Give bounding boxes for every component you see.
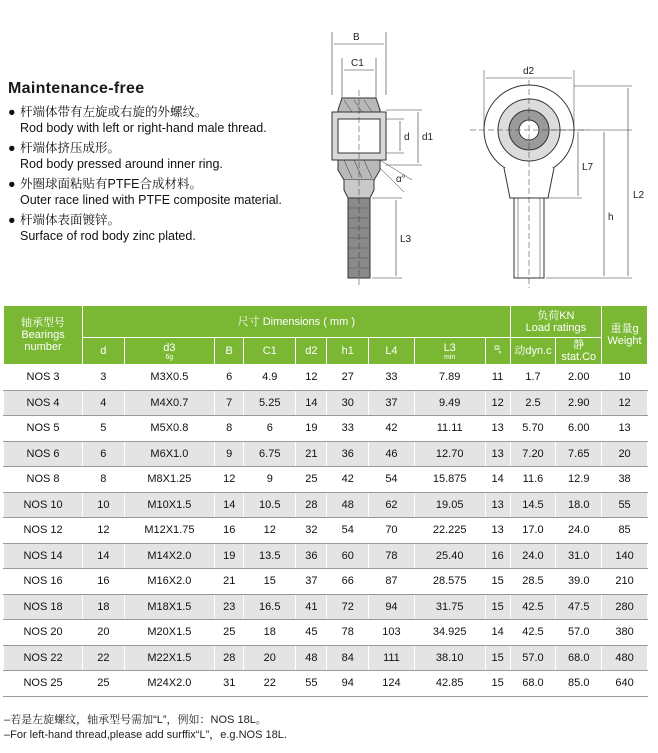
cell-L3: 12.70 bbox=[414, 441, 485, 467]
cell-d3: M14X2.0 bbox=[124, 543, 215, 569]
cell-d3: M5X0.8 bbox=[124, 416, 215, 442]
table-row bbox=[4, 467, 648, 493]
cell-model: NOS 18 bbox=[4, 594, 83, 620]
cell-B: 21 bbox=[215, 569, 244, 595]
section-title: Maintenance-free bbox=[8, 80, 145, 97]
feature-cn: 杆端体表面镀锌。 bbox=[20, 213, 121, 227]
cell-h1: 72 bbox=[327, 594, 369, 620]
header-weight: 重量g Weight bbox=[602, 306, 648, 365]
cell-C1: 4.9 bbox=[244, 365, 296, 391]
cell-B: 8 bbox=[215, 416, 244, 442]
cell-dyn: 2.5 bbox=[510, 390, 556, 416]
cell-d3: M20X1.5 bbox=[124, 620, 215, 646]
cell-stat: 39.0 bbox=[556, 569, 602, 595]
svg-text:L7: L7 bbox=[582, 162, 594, 173]
feature-item bbox=[8, 140, 338, 172]
side-view-drawing bbox=[332, 32, 422, 285]
cell-L3: 42.85 bbox=[414, 671, 485, 697]
feature-en: Outer race lined with PTFE composite material. bbox=[20, 193, 282, 207]
col-L3: L3 min bbox=[414, 338, 485, 365]
cell-stat: 2.90 bbox=[556, 390, 602, 416]
cell-stat: 47.5 bbox=[556, 594, 602, 620]
cell-dyn: 68.0 bbox=[510, 671, 556, 697]
cell-L3: 19.05 bbox=[414, 492, 485, 518]
feature-list bbox=[8, 104, 338, 248]
cell-alpha: 13 bbox=[485, 518, 510, 544]
cell-B: 28 bbox=[215, 645, 244, 671]
cell-dyn: 42.5 bbox=[510, 620, 556, 646]
cell-model: NOS 22 bbox=[4, 645, 83, 671]
cell-stat: 24.0 bbox=[556, 518, 602, 544]
feature-cn: 杆端体带有左旋或右旋的外螺纹。 bbox=[20, 105, 208, 119]
cell-L4: 87 bbox=[369, 569, 415, 595]
cell-L3: 11.11 bbox=[414, 416, 485, 442]
cell-B: 23 bbox=[215, 594, 244, 620]
cell-L4: 37 bbox=[369, 390, 415, 416]
svg-text:h: h bbox=[608, 212, 614, 223]
table-row bbox=[4, 518, 648, 544]
cell-d2: 37 bbox=[296, 569, 327, 595]
footnote-cn: –若是左旋螺纹，轴承型号需加“L”，例如：NOS 18L。 bbox=[4, 714, 267, 726]
cell-d: 3 bbox=[83, 365, 125, 391]
cell-L3: 15.875 bbox=[414, 467, 485, 493]
table-row bbox=[4, 543, 648, 569]
cell-model: NOS 4 bbox=[4, 390, 83, 416]
cell-C1: 20 bbox=[244, 645, 296, 671]
cell-model: NOS 25 bbox=[4, 671, 83, 697]
cell-C1: 9 bbox=[244, 467, 296, 493]
cell-dyn: 24.0 bbox=[510, 543, 556, 569]
feature-en: Surface of rod body zinc plated. bbox=[20, 229, 196, 243]
svg-text:d2: d2 bbox=[523, 66, 535, 77]
cell-weight: 13 bbox=[602, 416, 648, 442]
cell-h1: 30 bbox=[327, 390, 369, 416]
cell-d3: M4X0.7 bbox=[124, 390, 215, 416]
cell-model: NOS 8 bbox=[4, 467, 83, 493]
cell-d3: M24X2.0 bbox=[124, 671, 215, 697]
cell-model: NOS 14 bbox=[4, 543, 83, 569]
table-row bbox=[4, 365, 648, 391]
cell-dyn: 57.0 bbox=[510, 645, 556, 671]
cell-B: 16 bbox=[215, 518, 244, 544]
cell-L4: 46 bbox=[369, 441, 415, 467]
bullet-icon: ● bbox=[8, 141, 16, 155]
cell-L3: 31.75 bbox=[414, 594, 485, 620]
cell-C1: 12 bbox=[244, 518, 296, 544]
cell-dyn: 11.6 bbox=[510, 467, 556, 493]
cell-h1: 36 bbox=[327, 441, 369, 467]
cell-h1: 42 bbox=[327, 467, 369, 493]
table-body bbox=[4, 365, 648, 697]
cell-h1: 33 bbox=[327, 416, 369, 442]
col-C1: C1 bbox=[244, 338, 296, 365]
feature-cn: 杆端体挤压成形。 bbox=[20, 141, 121, 155]
cell-d3: M3X0.5 bbox=[124, 365, 215, 391]
cell-C1: 6.75 bbox=[244, 441, 296, 467]
cell-L4: 94 bbox=[369, 594, 415, 620]
cell-L3: 7.89 bbox=[414, 365, 485, 391]
footnotes bbox=[4, 713, 287, 743]
cell-d3: M22X1.5 bbox=[124, 645, 215, 671]
cell-d3: M6X1.0 bbox=[124, 441, 215, 467]
cell-stat: 12.9 bbox=[556, 467, 602, 493]
cell-d: 5 bbox=[83, 416, 125, 442]
cell-L3: 34.925 bbox=[414, 620, 485, 646]
cell-d: 20 bbox=[83, 620, 125, 646]
cell-L3: 28.575 bbox=[414, 569, 485, 595]
table-row bbox=[4, 594, 648, 620]
cell-L4: 70 bbox=[369, 518, 415, 544]
cell-C1: 10.5 bbox=[244, 492, 296, 518]
cell-weight: 10 bbox=[602, 365, 648, 391]
table-row bbox=[4, 492, 648, 518]
cell-weight: 140 bbox=[602, 543, 648, 569]
cell-model: NOS 3 bbox=[4, 365, 83, 391]
cell-d: 16 bbox=[83, 569, 125, 595]
cell-alpha: 12 bbox=[485, 390, 510, 416]
cell-alpha: 15 bbox=[485, 594, 510, 620]
footnote-en: –For left-hand thread,please add surffix“L”，e.g.NOS 18L. bbox=[4, 729, 287, 741]
cell-d2: 41 bbox=[296, 594, 327, 620]
col-dyn: 动dyn.c bbox=[510, 338, 556, 365]
feature-item bbox=[8, 212, 338, 244]
front-view-drawing bbox=[470, 70, 632, 288]
cell-h1: 54 bbox=[327, 518, 369, 544]
cell-L3: 22.225 bbox=[414, 518, 485, 544]
col-alpha: α° bbox=[485, 338, 510, 365]
cell-C1: 22 bbox=[244, 671, 296, 697]
svg-text:C1: C1 bbox=[351, 58, 364, 69]
table-row bbox=[4, 390, 648, 416]
cell-stat: 18.0 bbox=[556, 492, 602, 518]
cell-d2: 28 bbox=[296, 492, 327, 518]
cell-d: 10 bbox=[83, 492, 125, 518]
bullet-icon: ● bbox=[8, 105, 16, 119]
cell-B: 6 bbox=[215, 365, 244, 391]
header-model: 轴承型号 Bearings number bbox=[4, 306, 83, 365]
cell-d3: M12X1.75 bbox=[124, 518, 215, 544]
cell-model: NOS 10 bbox=[4, 492, 83, 518]
cell-alpha: 13 bbox=[485, 441, 510, 467]
bullet-icon: ● bbox=[8, 213, 16, 227]
cell-C1: 18 bbox=[244, 620, 296, 646]
col-L4: L4 bbox=[369, 338, 415, 365]
cell-h1: 60 bbox=[327, 543, 369, 569]
cell-C1: 16.5 bbox=[244, 594, 296, 620]
feature-en: Rod body pressed around inner ring. bbox=[20, 157, 223, 171]
cell-d: 12 bbox=[83, 518, 125, 544]
cell-B: 7 bbox=[215, 390, 244, 416]
cell-alpha: 14 bbox=[485, 620, 510, 646]
feature-cn: 外圈球面粘贴有PTFE合成材料。 bbox=[20, 177, 202, 191]
cell-model: NOS 12 bbox=[4, 518, 83, 544]
cell-d2: 12 bbox=[296, 365, 327, 391]
cell-h1: 66 bbox=[327, 569, 369, 595]
cell-model: NOS 20 bbox=[4, 620, 83, 646]
cell-d3: M16X2.0 bbox=[124, 569, 215, 595]
cell-d2: 45 bbox=[296, 620, 327, 646]
cell-d2: 48 bbox=[296, 645, 327, 671]
cell-C1: 6 bbox=[244, 416, 296, 442]
cell-stat: 6.00 bbox=[556, 416, 602, 442]
cell-L3: 38.10 bbox=[414, 645, 485, 671]
table-row bbox=[4, 569, 648, 595]
cell-L4: 62 bbox=[369, 492, 415, 518]
cell-stat: 7.65 bbox=[556, 441, 602, 467]
cell-alpha: 13 bbox=[485, 492, 510, 518]
cell-d2: 14 bbox=[296, 390, 327, 416]
cell-model: NOS 16 bbox=[4, 569, 83, 595]
cell-d3: M10X1.5 bbox=[124, 492, 215, 518]
svg-text:α°: α° bbox=[396, 174, 406, 185]
header-load: 负荷KN Load ratings bbox=[510, 306, 602, 338]
cell-d: 4 bbox=[83, 390, 125, 416]
cell-weight: 20 bbox=[602, 441, 648, 467]
cell-d2: 19 bbox=[296, 416, 327, 442]
cell-d: 22 bbox=[83, 645, 125, 671]
table-row bbox=[4, 416, 648, 442]
cell-alpha: 15 bbox=[485, 645, 510, 671]
cell-weight: 85 bbox=[602, 518, 648, 544]
cell-dyn: 5.70 bbox=[510, 416, 556, 442]
cell-B: 25 bbox=[215, 620, 244, 646]
cell-L3: 25.40 bbox=[414, 543, 485, 569]
cell-L4: 42 bbox=[369, 416, 415, 442]
cell-stat: 68.0 bbox=[556, 645, 602, 671]
cell-model: NOS 6 bbox=[4, 441, 83, 467]
cell-dyn: 28.5 bbox=[510, 569, 556, 595]
cell-C1: 5.25 bbox=[244, 390, 296, 416]
cell-stat: 57.0 bbox=[556, 620, 602, 646]
bullet-icon: ● bbox=[8, 177, 16, 191]
cell-alpha: 11 bbox=[485, 365, 510, 391]
cell-C1: 15 bbox=[244, 569, 296, 595]
cell-alpha: 16 bbox=[485, 543, 510, 569]
cell-d2: 55 bbox=[296, 671, 327, 697]
cell-weight: 480 bbox=[602, 645, 648, 671]
cell-d2: 21 bbox=[296, 441, 327, 467]
cell-d: 25 bbox=[83, 671, 125, 697]
col-d2: d2 bbox=[296, 338, 327, 365]
cell-weight: 280 bbox=[602, 594, 648, 620]
cell-weight: 210 bbox=[602, 569, 648, 595]
cell-L3: 9.49 bbox=[414, 390, 485, 416]
cell-weight: 380 bbox=[602, 620, 648, 646]
cell-stat: 31.0 bbox=[556, 543, 602, 569]
cell-L4: 103 bbox=[369, 620, 415, 646]
svg-text:L3: L3 bbox=[400, 234, 412, 245]
cell-stat: 2.00 bbox=[556, 365, 602, 391]
cell-C1: 13.5 bbox=[244, 543, 296, 569]
cell-L4: 124 bbox=[369, 671, 415, 697]
cell-alpha: 15 bbox=[485, 569, 510, 595]
cell-dyn: 1.7 bbox=[510, 365, 556, 391]
svg-text:B: B bbox=[353, 32, 360, 43]
feature-en: Rod body with left or right-hand male thread. bbox=[20, 121, 267, 135]
cell-L4: 111 bbox=[369, 645, 415, 671]
cell-B: 19 bbox=[215, 543, 244, 569]
cell-d3: M8X1.25 bbox=[124, 467, 215, 493]
col-d: d bbox=[83, 338, 125, 365]
cell-d2: 25 bbox=[296, 467, 327, 493]
cell-h1: 48 bbox=[327, 492, 369, 518]
cell-dyn: 42.5 bbox=[510, 594, 556, 620]
header-dimensions: 尺寸 Dimensions ( mm ) bbox=[83, 306, 511, 338]
cell-B: 9 bbox=[215, 441, 244, 467]
cell-d: 14 bbox=[83, 543, 125, 569]
cell-h1: 27 bbox=[327, 365, 369, 391]
cell-B: 14 bbox=[215, 492, 244, 518]
cell-weight: 55 bbox=[602, 492, 648, 518]
table-row bbox=[4, 620, 648, 646]
specification-table bbox=[3, 305, 648, 697]
cell-d: 8 bbox=[83, 467, 125, 493]
cell-alpha: 15 bbox=[485, 671, 510, 697]
cell-weight: 12 bbox=[602, 390, 648, 416]
table-row bbox=[4, 671, 648, 697]
table-row bbox=[4, 441, 648, 467]
svg-text:d1: d1 bbox=[422, 132, 434, 143]
cell-d2: 32 bbox=[296, 518, 327, 544]
cell-B: 31 bbox=[215, 671, 244, 697]
cell-alpha: 13 bbox=[485, 416, 510, 442]
cell-L4: 54 bbox=[369, 467, 415, 493]
cell-weight: 38 bbox=[602, 467, 648, 493]
cell-alpha: 14 bbox=[485, 467, 510, 493]
cell-d2: 36 bbox=[296, 543, 327, 569]
feature-item bbox=[8, 104, 338, 136]
cell-B: 12 bbox=[215, 467, 244, 493]
cell-stat: 85.0 bbox=[556, 671, 602, 697]
cell-h1: 94 bbox=[327, 671, 369, 697]
cell-weight: 640 bbox=[602, 671, 648, 697]
cell-d: 18 bbox=[83, 594, 125, 620]
cell-dyn: 14.5 bbox=[510, 492, 556, 518]
rod-end-technical-drawing bbox=[320, 20, 650, 295]
cell-d3: M18X1.5 bbox=[124, 594, 215, 620]
cell-L4: 78 bbox=[369, 543, 415, 569]
col-stat: 静stat.Co bbox=[556, 338, 602, 365]
cell-h1: 84 bbox=[327, 645, 369, 671]
cell-L4: 33 bbox=[369, 365, 415, 391]
svg-text:d: d bbox=[404, 132, 410, 143]
svg-text:L2: L2 bbox=[633, 190, 645, 201]
table-row bbox=[4, 645, 648, 671]
col-h1: h1 bbox=[327, 338, 369, 365]
cell-dyn: 17.0 bbox=[510, 518, 556, 544]
cell-dyn: 7.20 bbox=[510, 441, 556, 467]
feature-item bbox=[8, 176, 338, 208]
col-d3: d3 6g bbox=[124, 338, 215, 365]
cell-model: NOS 5 bbox=[4, 416, 83, 442]
cell-h1: 78 bbox=[327, 620, 369, 646]
cell-d: 6 bbox=[83, 441, 125, 467]
col-B: B bbox=[215, 338, 244, 365]
